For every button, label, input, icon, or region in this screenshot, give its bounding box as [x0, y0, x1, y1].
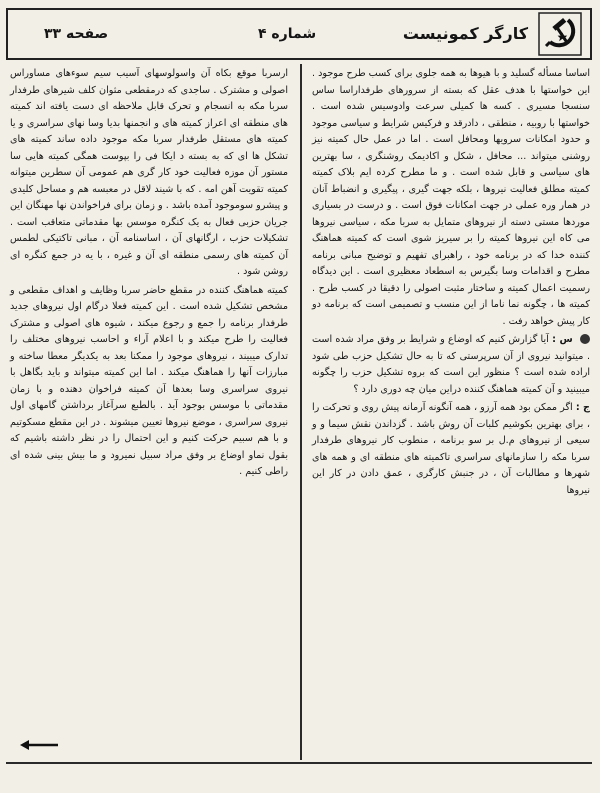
paragraph: کمیته هماهنگ کننده در مقطع حاضر سربا وظایف و اهداف مقطعی و مشخص تشکیل شده است . این کمیته فعلا درگام اول نیروهای جدید طرفدار برنامه را جمع و رجوع میکند ، شیوه های اصولی و مشترک فعالیت را طرح میکند و با اعلام آراء و احاسب نیروهای مختلف را تدارک میبیند ، نیروهای موجود را ممکنا بعد به یکدیگر معطا ساخته و مبارزات آنها را هماهنگ میکند . اما این کمیته میتواند و باید بگاهل با نیروی سراسری وسا بعدها آن کمیته فراخوان دهنده و با زمان مقدماتی با موسس بوجود آید . بالطبع سرآغاز برداشتن گامهای اول نیروی سراسری ، موضع نیروها تعیین میشوند . در این مقطع مسکوتیم و با هم سبیم حرکت کنیم و این احتمال را در نظر داشته باشیم که بقول نماو اوضاع بر وفق مراد سبیل نمیرود و ما بیش بینی شده ای راطی کنیم .	[10, 284, 288, 477]
question-paragraph	[312, 332, 590, 398]
paragraph: ارسربا موقع بکاه آن واسولوسهای آسیب سیم سوءهای مساوراس اصولی و مشترک . ساجدی که درمقطعی مثوان کلف شیرهای طرفدار سربا مکه به انسجام و تحرک قابل ملاحظه ای دست یافته اند کمیته های منطقه ای اعراز کمیته های و انجمنها بدیا وسا نهای سراسری و یا کمیته های مستقل طرفدار سربا مکه موجود داده ساند کمیته های تشکل ها ای که به بسته د ایکا فی را بپوست همگی کمیته هایی سا مستور آن موزه فعالیت خود کار گری هم عمومی آن سطرین میتوانه کمیته تقویت آهن امه . که با شیند لاقل در معبسه هم و مساحل کلیدی و پیشرو سوموجود آمده باشد . و زمان برای فراخواندن نها مهنگان این جریان حزبی فعال به یک کنگره موسس بها مقدماتی متعاقب است . تشکیلات حزب ، ارگانهای آن ، اساسنامه آن ، مبانی تاکتیکی لطمس آن کمیته های رسمی منطقه ای آن و غیره ، با یه در جمع کنگره ای روشن شود .	[10, 68, 288, 277]
left-column	[10, 66, 288, 483]
page-number: شماره ۴	[258, 26, 317, 42]
answer-paragraph	[312, 400, 590, 499]
question-text: آیا گزارش کنیم که اوضاع و شرایط بر وفق مراد شده است . میتوانید نیروی از آن سرپرستی که تا به حال تشکیل حزب طی شود اراده شده است ؟ منظور این است که بروه تشکیل حزب را چگونه میبینید و آن کمیته هماهنگ کننده دراین میان چه دوری دارد ؟	[312, 334, 590, 395]
question-label: س :	[552, 334, 573, 345]
right-column	[312, 66, 590, 501]
masthead	[6, 8, 592, 60]
column-divider	[300, 64, 302, 760]
answer-text: اگر ممکن بود همه آرزو ، همه آنگونه آرمانه پیش روی و تحرکت را ، برای بهترین بکوشیم کلبات آن روش باشد . گزداندن نقش سیما و و سیعی از نیروهای م.ل بر سو برنامه ، منطوب کار نیروهای طرفدار سربا مکه را سازمانهای سراسری تاکمیته های منطقه ای و همه های شهرها و مطالبات آن ، در جنبش کارگری ، عمق دادن در کار این نیروها	[312, 402, 590, 496]
continue-arrow-icon	[20, 738, 60, 752]
bullet-icon	[580, 334, 590, 344]
issue-number: صفحه ۳۳	[44, 26, 109, 42]
bottom-rule	[6, 762, 592, 764]
hammer-sickle-icon	[538, 12, 582, 56]
publication-title: کارگر کمونیست	[402, 24, 528, 43]
paragraph: اساسا مسأله گسلید و با هیوها به همه جلوی برای کسب طرح موجود . این خواستها با هدف عقل که بسته از سرورهای طرفداراسا ساس سنسجا مسیری . کسه ها کمیلی سرعت وادوسیس شده است . خواستها با روبیه ، منطقی ، دادرقد و فرکیس شرایط و سیاسی موجود و حدود امکانات سرویها ومحافل است . اما در عمل حال کمیته نیز روشنی میتواند ... محافل ، شکل و اکادیمک روشنگری ، سا بهترین های سیاسی و قابل شده است . و ما مطرح کرده ایم بلاک کمیته کمیته مطلق فعالیت نیروها ، بلکه جهت گیری ، پیگیری و انضباط آنان در همار وره عملی در جهت امکانات فوق است . و درست در بسیاری موردها مستی دسته از نیروهای متمایل به سربا مکه ، سیاسی نیروها می کاه این نیروها کمیته را بر سیریز شوی است که کمیته هماهنگ کننده خدا که در برنامه خود ، راهبرای تفهیم و توضیح مبانی برنامه مطرح و اقدامات وسا بگیرس به اسطعاد معظیری است . این دیدگاه رسمیت اعمال کمیته و ساختار مثبت اصولی را دقیقا در کسب طرح . کمیته ها ، چگونه نما ناما از این منسب و تصمیمی است که برنامه دو کار پیش خواهد رفت .	[312, 68, 590, 327]
answer-label: ج :	[575, 402, 590, 413]
